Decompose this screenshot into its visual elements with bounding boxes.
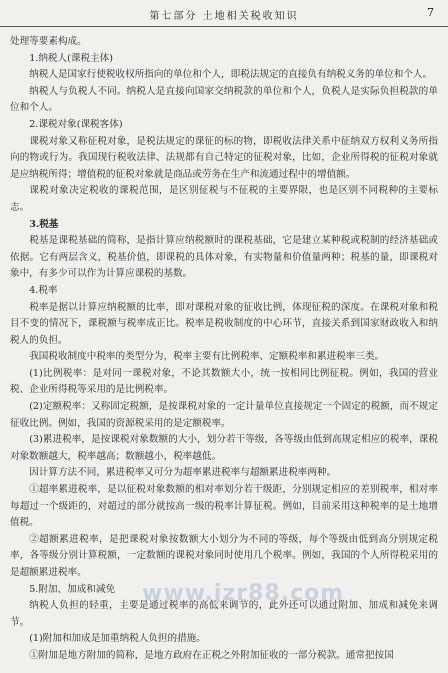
paragraph: 税基是课税基础的简称，是指计算应纳税额时的课税基础，它是建立某种税或税制的经济基础或依据。它有两层含义，税基价值，即课税的具体对象，有实物量和价值量两种；税基的量，即课税对象中，有多少可以作为计算应课税的基数。 <box>10 235 438 280</box>
paragraph: 处理等要素构成。 <box>10 36 87 47</box>
page-header <box>0 0 448 27</box>
paragraph: 课税对象决定税收的课税范围，是区别征税与不征税的主要界限，也是区别不同税种的主要标志。 <box>10 185 438 213</box>
paragraph: ①附加是地方附加的简称，是地方政府在正税之外附加征收的一部分税款。通常把按国 <box>29 649 394 661</box>
section-heading: 2.课税对象(课税客体) <box>29 118 123 130</box>
paragraph: (1)附加和加成是加重纳税人负担的措施。 <box>29 633 206 645</box>
paragraph: 纳税人与负税人不同。纳税人是直接向国家交纳税款的单位和个人，负税人是实际负担税款的单位和个人。 <box>10 85 438 114</box>
watermark-text: www.jzr88.com <box>142 581 345 606</box>
paragraph: 我国税收制度中税率的类型分为，税率主要有比例税率、定额税率和累进税率三类。 <box>29 351 385 363</box>
paragraph: 因计算方法不同，累进税率又可分为超率累进税率与超额累进税率两种。 <box>29 467 337 479</box>
paragraph: ②超额累进税率，是把课税对象按数额大小划分为不同的等级，每个等级由低到高分别规定税率，各等级分别计算税额，一定数额的课税对象同时使用几个税率。例如，我国的个人所得税采用的是超额累进税率。 <box>10 533 438 578</box>
paragraph: 课税对象又称征税对象，是税法规定的课征的标的物，即税收法律关系中征纳双方权利义务所指向的物或行为。我国现行税收法律、法规都有自己特定的征税对象，比如，企业所得税的征税对象就是应纳税所得；增值税的征税对象就是商品或劳务在生产和流通过程中的增值额。 <box>10 135 438 180</box>
section-heading: 1.纳税人(课税主体) <box>29 52 113 64</box>
body-text <box>10 34 438 665</box>
paragraph: 税率是据以计算应纳税额的比率，即对课税对象的征收比例，体现征税的深度。在课税对象和税目不变的情况下，课税额与税率成正比。税率是税收制度的中心环节，直接关系到国家财政收入和纳税人的负担。 <box>10 301 438 346</box>
paragraph: 纳税人是国家行使税收权所指向的单位和个人，即税法规定的直接负有纳税义务的单位和个人。 <box>29 69 433 81</box>
paragraph: (2)定额税率：又称固定税额，是按课税对象的一定计量单位直接规定一个固定的税额，而不规定征收比例。例如，我国的资源税采用的是定额税率。 <box>10 401 438 429</box>
section-heading: 4.税率 <box>29 284 58 296</box>
paragraph: 纳税人负担的轻重，主要是通过税率的高低来调节的，此外还可以通过附加、加成和减免来调节。 <box>10 600 438 628</box>
section-heading: 5.附加、加成和减免 <box>29 583 116 595</box>
chapter-title: 第七部分 土地相关税收知识 <box>149 11 299 22</box>
paragraph: (1)比例税率：是对同一课税对象，不论其数额大小，统一按相同比例征税。例如，我国的营业税、企业所得税等采用的是比例税率。 <box>10 367 438 396</box>
paragraph: ①超率累进税率，是以征税对象数额的相对率划分若干级距，分别规定相应的差别税率，相对率每超过一个级距的，对超过的部分就按高一级的税率计算征税。例如，目前采用这种税率的是土地增值税。 <box>10 484 438 529</box>
paragraph: (3)累进税率，是按课税对象数额的大小，划分若干等级，各等级由低到高规定相应的税率，课税对象数额越大，税率越高；数额越小，税率越低。 <box>10 434 438 462</box>
page-number: 7 <box>427 6 434 19</box>
section-heading: 3.税基 <box>29 218 59 230</box>
